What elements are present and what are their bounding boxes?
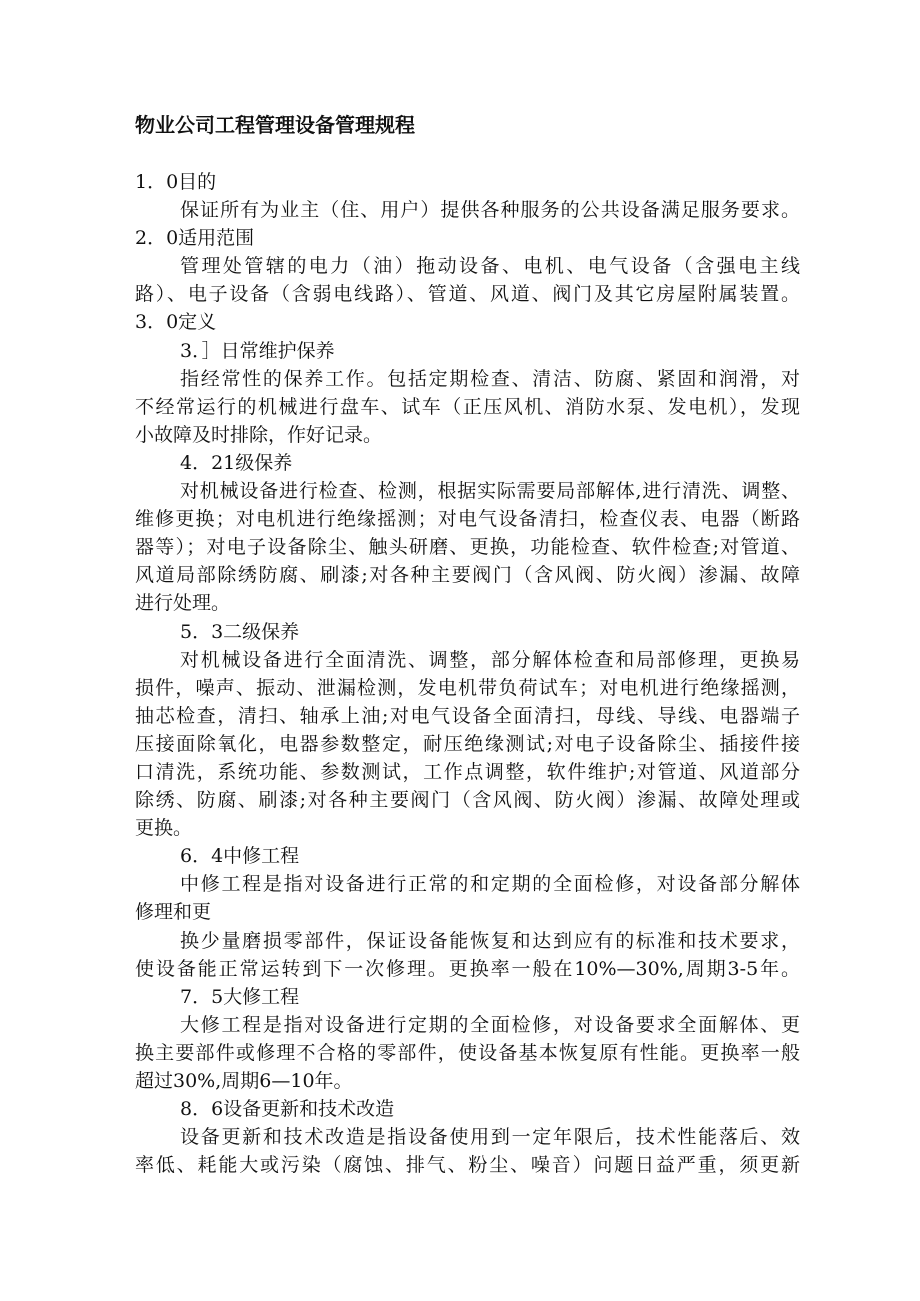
paragraph-line: 换主要部件或修理不合格的零部件，使设备基本恢复原有性能。更换率一般 [135,1041,800,1064]
subsection-heading: 8．6设备更新和技术改造 [180,1098,395,1121]
paragraph-line: 设备更新和技术改造是指设备使用到一定年限后，技术性能落后、效 [180,1126,800,1149]
paragraph-line: 风道局部除绣防腐、刷漆;对各种主要阀门（含风阀、防火阀）渗漏、故障 [135,564,800,587]
paragraph-line: 管理处管辖的电力（油）拖动设备、电机、电气设备（含强电主线 [180,255,800,278]
section-heading: 1．0目的 [135,171,217,193]
paragraph-line: 路）、电子设备（含弱电线路）、管道、风道、阀门及其它房屋附属装置。 [135,283,800,306]
paragraph-line: 换少量磨损零部件，保证设备能恢复和达到应有的标准和技术要求， [180,929,800,952]
section-heading: 2．0适用范围 [135,227,255,250]
paragraph-line: 对机械设备进行检查、检测，根据实际需要局部解体,进行清洗、调整、 [180,480,800,503]
paragraph-line: 抽芯检查，清扫、轴承上油;对电气设备全面清扫，母线、导线、电器端子 [135,704,800,727]
paragraph-line: 器等）；对电子设备除尘、触头研磨、更换，功能检查、软件检查;对管道、 [135,536,800,559]
subsection-heading: 3．］日常维护保养 [180,339,335,362]
paragraph-line: 使设备能正常运转到下一次修理。更换率一般在10%—30%,周期3-5年。 [135,957,800,980]
subsection-heading: 5．3二级保养 [180,620,300,643]
subsection-heading: 4．21级保养 [180,451,293,474]
subsection-heading: 6．4中修工程 [180,845,300,868]
paragraph-line: 不经常运行的机械进行盘车、试车（正压风机、消防水泵、发电机），发现 [135,395,800,418]
page-title: 物业公司工程管理设备管理规程 [135,113,415,137]
paragraph-line: 小故障及时排除，作好记录。 [135,423,383,446]
paragraph-line: 指经常性的保养工作。包括定期检查、清洁、防腐、紧固和润滑，对 [180,367,800,390]
subsection-heading: 7．5大修工程 [180,985,300,1008]
paragraph-line: 除绣、防腐、刷漆;对各种主要阀门（含风阀、防火阀）渗漏、故障处理或 [135,789,800,812]
paragraph-line: 中修工程是指对设备进行正常的和定期的全面检修，对设备部分解体 [180,873,800,896]
paragraph-line: 进行处理。 [135,592,231,615]
paragraph-line: 更换。 [135,817,193,840]
paragraph-line: 维修更换；对电机进行绝缘摇测；对电气设备清扫，检查仪表、电器（断路 [135,508,800,531]
paragraph-line: 口清洗，系统功能、参数测试，工作点调整，软件维护;对管道、风道部分 [135,760,800,783]
paragraph-line: 超过30%,周期6—10年。 [135,1070,353,1092]
paragraph-line: 保证所有为业主（住、用户）提供各种服务的公共设备满足服务要求。 [180,199,800,222]
paragraph-line: 大修工程是指对设备进行定期的全面检修，对设备要求全面解体、更 [180,1013,800,1036]
paragraph-line: 压接面除氧化，电器参数整定，耐压绝缘测试;对电子设备除尘、插接件接 [135,732,800,755]
document-body [135,168,800,1179]
section-heading: 3．0定义 [135,311,217,334]
paragraph-line: 对机械设备进行全面清洗、调整，部分解体检查和局部修理，更换易 [180,648,800,671]
paragraph-line: 率低、耗能大或污染（腐蚀、排气、粉尘、噪音）问题日益严重，须更新 [135,1154,800,1177]
paragraph-line: 修理和更 [135,901,212,924]
paragraph-line: 损件，噪声、振动、泄漏检测，发电机带负荷试车；对电机进行绝缘摇测， [135,676,800,699]
